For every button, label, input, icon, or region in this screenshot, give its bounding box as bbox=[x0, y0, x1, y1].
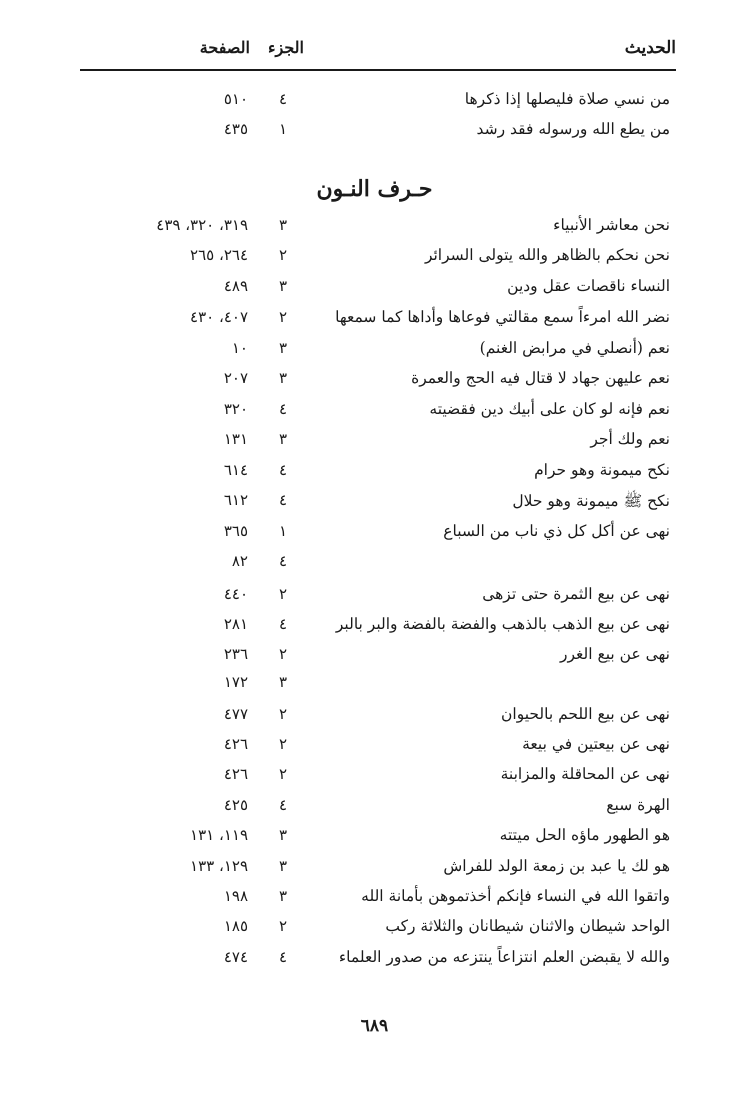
page-numbers: ٢٦٤، ٢٦٥ bbox=[190, 246, 248, 264]
page-numbers: ١٩٨ bbox=[223, 887, 248, 905]
hadith-text: نضر الله امرءاً سمع مقالتي فوعاها وأداها كما سمعها bbox=[335, 308, 670, 326]
list-item bbox=[80, 552, 676, 580]
hadith-text: هو الطهور ماؤه الحل ميتته bbox=[499, 826, 670, 844]
juz-number: ٤ bbox=[278, 552, 288, 570]
list-item bbox=[80, 430, 676, 458]
page-numbers: ١٠ bbox=[231, 339, 248, 357]
page-number: ٦٨٩ bbox=[360, 1016, 389, 1036]
page-numbers: ٨٢ bbox=[231, 552, 248, 570]
list-item bbox=[80, 765, 676, 793]
hadith-text: والله لا يقبضن العلم انتزاعاً ينتزعه من صدور العلماء bbox=[338, 948, 670, 966]
juz-number: ٤ bbox=[278, 90, 288, 108]
page-numbers: ٣٢٠ bbox=[223, 400, 248, 418]
list-item bbox=[80, 887, 676, 915]
hadith-text: هو لك يا عبد بن زمعة الولد للفراش bbox=[443, 857, 670, 875]
list-item bbox=[80, 369, 676, 397]
hadith-text: النساء ناقصات عقل ودين bbox=[507, 277, 670, 295]
page-numbers: ٥١٠ bbox=[223, 90, 248, 108]
hadith-text: واتقوا الله في النساء فإنكم أخذتموهن بأمانة الله bbox=[361, 887, 670, 905]
juz-number: ٢ bbox=[278, 917, 288, 935]
hadith-text: نهى عن بيع اللحم بالحيوان bbox=[501, 705, 670, 723]
header-hadith: الحديث bbox=[624, 38, 676, 58]
hadith-text: نهى عن بيع الغرر bbox=[560, 645, 670, 663]
page-numbers: ٤٢٥ bbox=[223, 796, 248, 814]
juz-number: ٣ bbox=[278, 216, 288, 234]
juz-number: ٢ bbox=[278, 645, 288, 663]
list-item bbox=[80, 917, 676, 945]
page-numbers: ٢٨١ bbox=[223, 615, 248, 633]
list-item bbox=[80, 277, 676, 305]
list-item bbox=[80, 615, 676, 643]
juz-number: ٢ bbox=[278, 765, 288, 783]
juz-number: ٢ bbox=[278, 705, 288, 723]
page-numbers: ٤٧٤ bbox=[223, 948, 248, 966]
juz-number: ٤ bbox=[278, 948, 288, 966]
hadith-text: من نسي صلاة فليصلها إذا ذكرها bbox=[464, 90, 670, 108]
hadith-text: نهى عن المحاقلة والمزابنة bbox=[500, 765, 670, 783]
hadith-text: نحن معاشر الأنبياء bbox=[553, 216, 670, 234]
juz-number: ٢ bbox=[278, 246, 288, 264]
list-item bbox=[80, 826, 676, 854]
list-item bbox=[80, 522, 676, 550]
header-juz: الجزء bbox=[268, 38, 304, 57]
hadith-text: الواحد شيطان والاثنان شيطانان والثلاثة ركب bbox=[385, 917, 670, 935]
list-item bbox=[80, 735, 676, 763]
hadith-text: الهرة سبع bbox=[606, 796, 670, 814]
hadith-text: نعم عليهن جهاد لا قتال فيه الحج والعمرة bbox=[411, 369, 670, 387]
list-item bbox=[80, 645, 676, 673]
juz-number: ٢ bbox=[278, 585, 288, 603]
list-item bbox=[80, 796, 676, 824]
list-item bbox=[80, 400, 676, 428]
hadith-text: نكح ميمونة وهو حرام bbox=[534, 461, 670, 479]
list-item bbox=[80, 705, 676, 733]
hadith-text: من يطع الله ورسوله فقد رشد bbox=[476, 120, 670, 138]
list-item bbox=[80, 339, 676, 367]
page-numbers: ١٣١ bbox=[223, 430, 248, 448]
list-item bbox=[80, 461, 676, 489]
page-numbers: ٢٣٦ bbox=[223, 645, 248, 663]
list-item bbox=[80, 491, 676, 519]
hadith-text: نكح ﷺ ميمونة وهو حلال bbox=[512, 492, 670, 510]
header-page: الصفحة bbox=[199, 38, 250, 57]
hadith-text: نهى عن أكل كل ذي ناب من السباع bbox=[443, 522, 670, 540]
list-item bbox=[80, 948, 676, 976]
list-item bbox=[80, 246, 676, 274]
page-numbers: ٦١٢ bbox=[223, 491, 248, 509]
juz-number: ٢ bbox=[278, 735, 288, 753]
page-numbers: ٦١٤ bbox=[223, 461, 248, 479]
page-numbers: ١٢٩، ١٣٣ bbox=[190, 857, 248, 875]
page-numbers: ٤٨٩ bbox=[223, 277, 248, 295]
page-numbers: ١٨٥ bbox=[223, 917, 248, 935]
page-numbers: ٤٧٧ bbox=[223, 705, 248, 723]
juz-number: ٣ bbox=[278, 887, 288, 905]
page-numbers: ٤٣٥ bbox=[223, 120, 248, 138]
juz-number: ٣ bbox=[278, 826, 288, 844]
page-numbers: ٤٤٠ bbox=[223, 585, 248, 603]
list-item bbox=[80, 308, 676, 336]
hadith-text: نهى عن بيع الثمرة حتى تزهى bbox=[482, 585, 670, 603]
juz-number: ٣ bbox=[278, 857, 288, 875]
page-numbers: ٢٠٧ bbox=[223, 369, 248, 387]
juz-number: ٣ bbox=[278, 369, 288, 387]
page-numbers: ٤٢٦ bbox=[223, 735, 248, 753]
list-item bbox=[80, 585, 676, 613]
juz-number: ٣ bbox=[278, 277, 288, 295]
juz-number: ٤ bbox=[278, 796, 288, 814]
page-numbers: ١١٩، ١٣١ bbox=[190, 826, 248, 844]
page-numbers: ٣٦٥ bbox=[223, 522, 248, 540]
table-header bbox=[80, 38, 676, 68]
juz-number: ٤ bbox=[278, 400, 288, 418]
hadith-text: نعم (أنصلي في مرابض الغنم) bbox=[479, 339, 670, 357]
hadith-text: نهى عن بيعتين في بيعة bbox=[522, 735, 670, 753]
list-item bbox=[80, 120, 676, 148]
list-item bbox=[80, 673, 676, 701]
juz-number: ٣ bbox=[278, 339, 288, 357]
juz-number: ٢ bbox=[278, 308, 288, 326]
juz-number: ٤ bbox=[278, 491, 288, 509]
juz-number: ٤ bbox=[278, 615, 288, 633]
juz-number: ٣ bbox=[278, 430, 288, 448]
juz-number: ١ bbox=[278, 120, 288, 138]
section-heading: حـرف النـون bbox=[316, 176, 433, 202]
hadith-text: نحن نحكم بالظاهر والله يتولى السرائر bbox=[424, 246, 670, 264]
hadith-text: نعم فإنه لو كان على أبيك دين فقضيته bbox=[429, 400, 670, 418]
hadith-text: نهى عن بيع الذهب بالذهب والفضة بالفضة والبر بالبر bbox=[335, 615, 670, 633]
list-item bbox=[80, 216, 676, 244]
juz-number: ١ bbox=[278, 522, 288, 540]
page-numbers: ٤٢٦ bbox=[223, 765, 248, 783]
juz-number: ٣ bbox=[278, 673, 288, 691]
page-numbers: ١٧٢ bbox=[223, 673, 248, 691]
page-numbers: ٤٠٧، ٤٣٠ bbox=[190, 308, 248, 326]
hadith-text: نعم ولك أجر bbox=[590, 430, 670, 448]
list-item bbox=[80, 90, 676, 118]
juz-number: ٤ bbox=[278, 461, 288, 479]
header-rule bbox=[80, 69, 676, 71]
list-item bbox=[80, 857, 676, 885]
page-numbers: ٣١٩، ٣٢٠، ٤٣٩ bbox=[156, 216, 248, 234]
